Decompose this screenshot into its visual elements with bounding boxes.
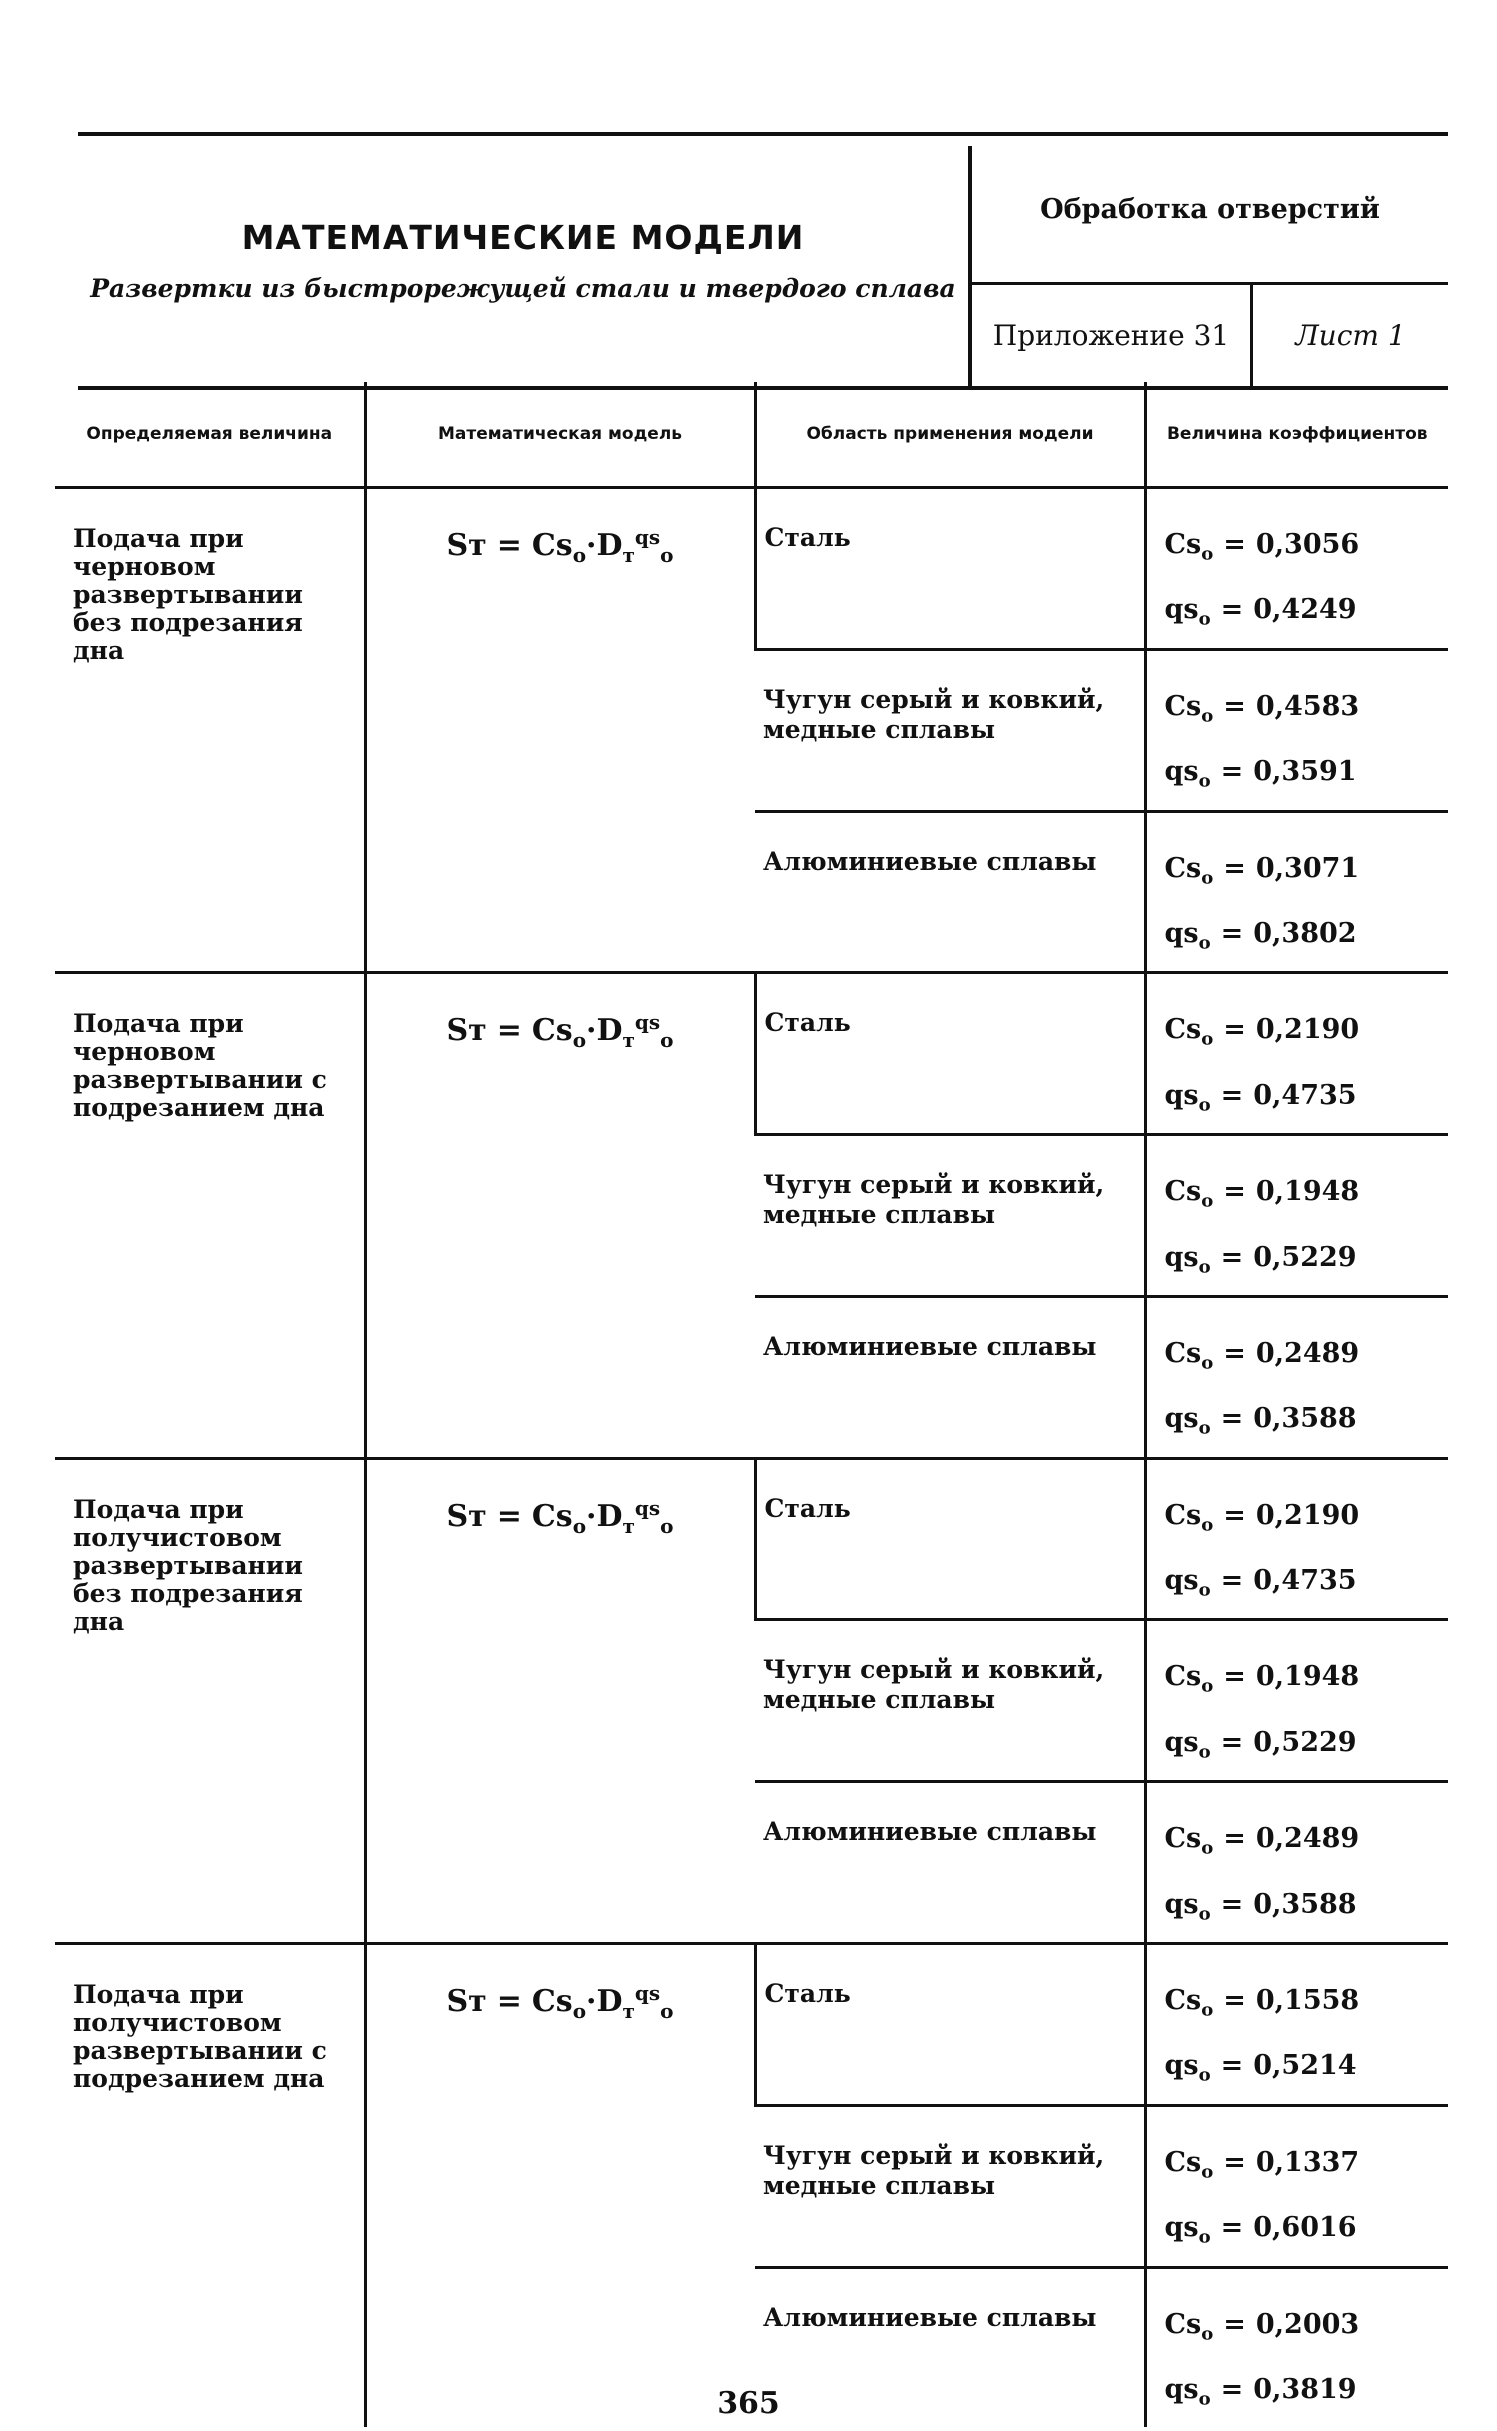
coefficient-equals: =	[1220, 1403, 1244, 1435]
quantity-cell: Подача при черновом развертывании без подрезания дна	[55, 488, 365, 973]
coefficient-equals: =	[1223, 1661, 1246, 1693]
table-row	[55, 1458, 1448, 1620]
coefficient-equals: =	[1220, 2373, 1244, 2405]
formula-dot: ·	[586, 1984, 597, 2020]
coefficient-value: 0,1948	[1255, 1661, 1360, 1693]
coefficient-value: 0,1558	[1255, 1985, 1360, 2017]
formula-base: D	[596, 528, 623, 563]
coefficient-subscript: o	[1201, 1675, 1214, 1697]
coefficient-subscript: o	[1201, 866, 1214, 888]
coefficient-equals: =	[1223, 1499, 1246, 1531]
table-body	[55, 488, 1448, 2428]
column-header-quantity: Определяемая величина	[55, 382, 365, 488]
page-subtitle: Развертки из быстрорежущей стали и твердого сплава	[90, 274, 956, 303]
coefficients-cell	[1145, 1620, 1448, 1782]
material-cell: Чугун серый и ковкий, медные сплавы	[755, 1135, 1145, 1297]
coefficient-equals: =	[1220, 2050, 1244, 2082]
coefficient-symbol: qs	[1164, 1241, 1199, 1273]
coefficient-c	[1165, 1002, 1449, 1067]
coefficient-symbol: qs	[1164, 1565, 1199, 1597]
coefficient-symbol: qs	[1164, 756, 1199, 788]
coefficient-q	[1165, 1391, 1449, 1456]
material-cell: Сталь	[755, 488, 1145, 650]
coefficient-symbol: qs	[1164, 1403, 1199, 1435]
formula-exponent: qs	[634, 1495, 661, 1520]
formula-base: D	[596, 1013, 623, 1049]
coefficient-equals: =	[1223, 2308, 1246, 2340]
coefficient-symbol: Cs	[1164, 1985, 1202, 2017]
coefficient-c	[1165, 1811, 1449, 1876]
coefficient-value: 0,3071	[1255, 852, 1360, 884]
coefficient-c	[1165, 679, 1449, 744]
coefficient-q	[1165, 582, 1449, 647]
coefficient-value: 0,5229	[1253, 1726, 1357, 1758]
coefficient-symbol: Cs	[1164, 852, 1202, 884]
coefficients-cell	[1145, 1135, 1448, 1297]
model-formula	[446, 1010, 674, 1053]
coefficient-value: 0,2190	[1255, 1499, 1360, 1531]
formula-coefficient: Cs	[531, 1498, 573, 1534]
column-header-model: Математическая модель	[365, 382, 755, 488]
coefficient-value: 0,4249	[1253, 594, 1357, 626]
coefficient-value: 0,2003	[1255, 2308, 1360, 2340]
model-cell	[365, 973, 755, 1458]
coefficient-q	[1165, 2038, 1449, 2103]
formula-equals: =	[496, 1013, 522, 1049]
model-formula	[446, 1981, 674, 2024]
coefficient-c	[1165, 1488, 1449, 1553]
coefficient-symbol: qs	[1164, 1888, 1199, 1920]
coefficient-q	[1165, 1068, 1449, 1133]
formula-exponent-subscript: o	[660, 1999, 674, 2024]
coefficient-subscript: o	[1198, 2226, 1211, 2248]
column-header-coefficients: Величина коэффициентов	[1145, 382, 1448, 488]
formula-coefficient-subscript: o	[572, 543, 587, 567]
coefficients-cell	[1145, 1944, 1448, 2106]
formula-equals: =	[496, 1984, 522, 2020]
coefficient-subscript: o	[1201, 1028, 1214, 1050]
coefficient-symbol: qs	[1164, 1726, 1199, 1758]
coefficient-value: 0,6016	[1253, 2212, 1357, 2244]
coefficient-subscript: o	[1198, 1903, 1211, 1925]
coefficient-c	[1165, 1326, 1449, 1391]
coefficient-equals: =	[1220, 1888, 1244, 1920]
formula-base: D	[596, 1498, 623, 1534]
coefficient-subscript: o	[1198, 1094, 1211, 1116]
coefficient-equals: =	[1220, 917, 1244, 949]
coefficient-symbol: qs	[1164, 2373, 1199, 2405]
coefficients-cell	[1145, 1458, 1448, 1620]
coefficient-q	[1165, 744, 1449, 809]
page-number: 365	[717, 2386, 780, 2421]
material-cell: Чугун серый и ковкий, медные сплавы	[755, 1620, 1145, 1782]
table-row	[55, 488, 1448, 650]
coefficient-c	[1165, 1164, 1449, 1229]
coefficient-c	[1165, 1649, 1449, 1714]
coefficient-value: 0,2489	[1255, 1823, 1360, 1855]
formula-lhs: Sт	[446, 1498, 487, 1534]
formula-dot: ·	[586, 1498, 597, 1534]
coefficient-symbol: Cs	[1164, 1499, 1202, 1531]
coefficients-cell	[1145, 649, 1448, 811]
coefficient-equals: =	[1220, 1726, 1244, 1758]
formula-dot: ·	[586, 528, 597, 563]
coefficient-subscript: o	[1201, 1352, 1214, 1374]
material-cell: Чугун серый и ковкий, медные сплавы	[755, 649, 1145, 811]
coefficient-symbol: Cs	[1164, 2308, 1202, 2340]
model-formula	[446, 525, 674, 567]
coefficient-subscript: o	[1198, 2064, 1211, 2086]
quantity-cell: Подача при получистовом развертывании с подрезанием дна	[55, 1944, 365, 2428]
coefficient-equals: =	[1220, 1079, 1244, 1111]
coefficient-value: 0,1337	[1255, 2146, 1360, 2178]
coefficient-subscript: o	[1201, 2322, 1214, 2344]
formula-exponent: qs	[634, 525, 661, 549]
coefficient-c	[1165, 841, 1449, 906]
coefficient-equals: =	[1223, 529, 1246, 560]
coefficient-c	[1165, 2297, 1449, 2362]
column-header-scope: Область применения модели	[755, 382, 1145, 488]
material-cell: Алюминиевые сплавы	[755, 811, 1145, 973]
formula-coefficient: Cs	[531, 1013, 573, 1049]
coefficient-symbol: Cs	[1164, 1337, 1202, 1369]
section-label: Обработка отверстий	[1040, 193, 1380, 225]
coefficient-c	[1165, 1973, 1449, 2038]
quantity-cell: Подача при получистовом развертывании без подрезания дна	[55, 1458, 365, 1943]
formula-dot: ·	[586, 1013, 597, 1049]
coefficient-subscript: o	[1201, 1190, 1214, 1212]
coefficient-symbol: Cs	[1164, 1823, 1202, 1855]
coefficient-subscript: o	[1198, 1417, 1211, 1439]
coefficient-subscript: o	[1198, 2388, 1211, 2410]
formula-coefficient-subscript: o	[572, 1513, 587, 1538]
coefficient-equals: =	[1223, 1823, 1246, 1855]
coefficient-value: 0,2190	[1255, 1014, 1360, 1046]
material-cell: Алюминиевые сплавы	[755, 2267, 1145, 2427]
models-table	[55, 382, 1448, 2427]
coefficients-cell	[1145, 811, 1448, 973]
header-block	[78, 132, 1448, 390]
coefficient-subscript: o	[1201, 1514, 1214, 1536]
coefficient-value: 0,3588	[1253, 1403, 1357, 1435]
model-formula	[446, 1495, 674, 1538]
coefficient-q	[1165, 906, 1449, 971]
coefficient-subscript: o	[1198, 1741, 1211, 1763]
coefficient-symbol: qs	[1164, 2050, 1199, 2082]
header-title-area	[78, 136, 968, 386]
coefficient-subscript: o	[1201, 1999, 1214, 2021]
material-cell: Чугун серый и ковкий, медные сплавы	[755, 2105, 1145, 2267]
formula-coefficient: Cs	[531, 528, 573, 563]
formula-coefficient-subscript: o	[572, 1028, 587, 1053]
formula-exponent-subscript: o	[660, 1028, 674, 1053]
coefficient-subscript: o	[1198, 770, 1211, 792]
coefficient-symbol: Cs	[1164, 529, 1202, 560]
coefficient-value: 0,3591	[1253, 756, 1357, 788]
coefficient-subscript: o	[1201, 2161, 1214, 2183]
coefficient-c	[1165, 2135, 1449, 2200]
coefficients-cell	[1145, 2105, 1448, 2267]
coefficient-value: 0,4735	[1253, 1079, 1357, 1111]
material-cell: Алюминиевые сплавы	[755, 1296, 1145, 1458]
coefficient-q	[1165, 1877, 1449, 1942]
material-cell: Сталь	[755, 1944, 1145, 2106]
coefficient-equals: =	[1220, 1565, 1244, 1597]
coefficient-symbol: Cs	[1164, 1014, 1202, 1046]
coefficient-q	[1165, 1553, 1449, 1618]
formula-equals: =	[496, 1498, 522, 1534]
coefficient-q	[1165, 1230, 1449, 1295]
coefficient-symbol: qs	[1164, 1079, 1199, 1111]
page-title: МАТЕМАТИЧЕСКИЕ МОДЕЛИ	[241, 218, 805, 257]
coefficient-value: 0,3819	[1253, 2373, 1357, 2405]
formula-lhs: Sт	[446, 1984, 487, 2020]
coefficient-subscript: o	[1201, 543, 1214, 565]
model-cell	[365, 1458, 755, 1943]
formula-base: D	[596, 1984, 623, 2020]
coefficient-symbol: qs	[1164, 594, 1199, 626]
coefficient-equals: =	[1223, 1176, 1246, 1208]
coefficient-equals: =	[1223, 690, 1246, 722]
coefficient-symbol: Cs	[1164, 1176, 1202, 1208]
coefficient-value: 0,4583	[1255, 690, 1360, 722]
coefficient-subscript: o	[1198, 1255, 1211, 1277]
coefficient-equals: =	[1223, 852, 1246, 884]
coefficient-symbol: qs	[1164, 917, 1199, 949]
formula-exponent: qs	[634, 1981, 661, 2006]
annex-label: Приложение 31	[992, 319, 1230, 352]
material-cell: Сталь	[755, 1458, 1145, 1620]
coefficient-equals: =	[1223, 1985, 1246, 2017]
coefficient-value: 0,4735	[1253, 1565, 1357, 1597]
coefficient-symbol: qs	[1164, 2212, 1199, 2244]
coefficient-subscript: o	[1201, 705, 1214, 727]
coefficients-cell	[1145, 1782, 1448, 1944]
formula-exponent-subscript: o	[660, 1513, 674, 1538]
formula-base-subscript: т	[622, 1028, 635, 1053]
coefficient-equals: =	[1223, 1337, 1246, 1369]
formula-lhs: Sт	[446, 528, 487, 563]
coefficient-subscript: o	[1198, 608, 1211, 630]
coefficient-value: 0,3056	[1255, 529, 1360, 560]
coefficients-cell	[1145, 1296, 1448, 1458]
coefficient-value: 0,3588	[1253, 1888, 1357, 1920]
coefficient-c	[1165, 517, 1449, 582]
quantity-cell: Подача при черновом развертывании с подрезанием дна	[55, 973, 365, 1458]
coefficient-subscript: o	[1198, 1579, 1211, 1601]
formula-exponent: qs	[634, 1010, 661, 1035]
sheet-label: Лист 1	[1295, 319, 1406, 352]
coefficient-value: 0,5229	[1253, 1241, 1357, 1273]
formula-exponent-subscript: o	[660, 543, 674, 567]
coefficient-equals: =	[1220, 594, 1244, 626]
coefficient-equals: =	[1220, 756, 1244, 788]
formula-base-subscript: т	[622, 543, 635, 567]
coefficient-subscript: o	[1198, 932, 1211, 954]
coefficient-value: 0,5214	[1253, 2050, 1357, 2082]
coefficient-q	[1165, 1715, 1449, 1780]
coefficient-equals: =	[1223, 2146, 1246, 2178]
model-cell	[365, 1944, 755, 2428]
table-row	[55, 1944, 1448, 2106]
coefficient-equals: =	[1223, 1014, 1246, 1046]
formula-coefficient: Cs	[531, 1984, 573, 2020]
table-header-row	[55, 382, 1448, 488]
material-cell: Сталь	[755, 973, 1145, 1135]
coefficient-subscript: o	[1201, 1837, 1214, 1859]
coefficient-value: 0,2489	[1255, 1337, 1360, 1369]
coefficient-equals: =	[1220, 2212, 1244, 2244]
coefficient-symbol: Cs	[1164, 1661, 1202, 1693]
coefficient-symbol: Cs	[1164, 2146, 1202, 2178]
formula-lhs: Sт	[446, 1013, 487, 1049]
coefficients-cell	[1145, 973, 1448, 1135]
coefficient-equals: =	[1220, 1241, 1244, 1273]
formula-base-subscript: т	[622, 1513, 635, 1538]
material-cell: Алюминиевые сплавы	[755, 1782, 1145, 1944]
table-row	[55, 973, 1448, 1135]
formula-equals: =	[496, 528, 522, 563]
coefficients-cell	[1145, 488, 1448, 650]
formula-coefficient-subscript: o	[572, 1999, 587, 2024]
formula-base-subscript: т	[622, 1999, 635, 2024]
coefficient-value: 0,3802	[1253, 917, 1357, 949]
coefficient-symbol: Cs	[1164, 690, 1202, 722]
coefficient-value: 0,1948	[1255, 1176, 1360, 1208]
model-cell	[365, 488, 755, 973]
coefficient-q	[1165, 2200, 1449, 2265]
